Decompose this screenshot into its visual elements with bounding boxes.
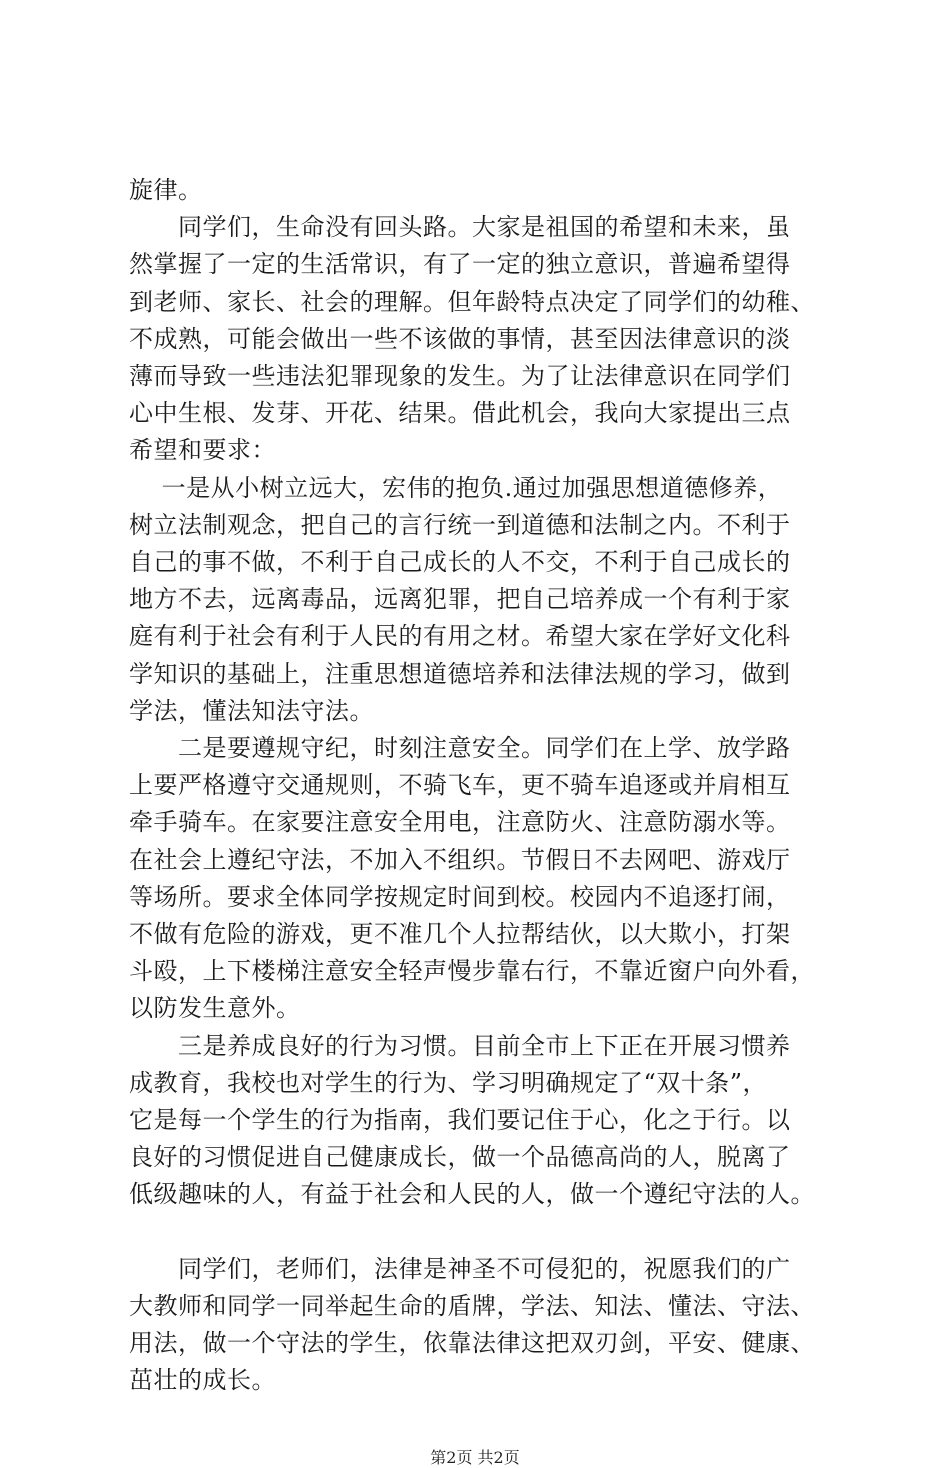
text-line: 大教师和同学一同举起生命的盾牌，学法、知法、懂法、守法、 [129,1292,815,1320]
text-line: 地方不去，远离毒品，远离犯罪，把自己培养成一个有利于家 [129,585,791,613]
text-line: 良好的习惯促进自己健康成长，做一个品德高尚的人，脱离了 [129,1143,791,1171]
text-line: 薄而导致一些违法犯罪现象的发生。为了让法律意识在同学们 [129,362,791,390]
text-line: 二是要遵规守纪，时刻注意安全。同学们在上学、放学路 [129,734,791,762]
text-line: 不成熟，可能会做出一些不该做的事情，甚至因法律意识的淡 [129,325,791,353]
text-line: 它是每一个学生的行为指南，我们要记住于心，化之于行。以 [129,1106,791,1134]
text-line: 树立法制观念，把自己的言行统一到道德和法制之内。不利于 [129,511,791,539]
text-line: 三是养成良好的行为习惯。目前全市上下正在开展习惯养 [129,1032,791,1060]
text-line: 一是从小树立远大，宏伟的抱负.通过加强思想道德修养， [129,474,783,502]
text-line: 茁壮的成长。 [129,1366,276,1394]
text-line: 成教育，我校也对学生的行为、学习明确规定了“双十条”， [129,1069,768,1097]
text-line: 然掌握了一定的生活常识，有了一定的独立意识，普遍希望得 [129,250,791,278]
text-line: 同学们，生命没有回头路。大家是祖国的希望和未来，虽 [129,213,791,241]
text-line: 旋律。 [129,176,203,204]
text-line: 自己的事不做，不利于自己成长的人不交，不利于自己成长的 [129,548,791,576]
text-line: 以防发生意外。 [129,994,301,1022]
text-line: 牵手骑车。在家要注意安全用电，注意防火、注意防溺水等。 [129,808,791,836]
page-footer: 第2页 共2页 [430,1448,520,1467]
text-line: 庭有利于社会有利于人民的有用之材。希望大家在学好文化科 [129,622,791,650]
text-line: 希望和要求： [129,436,276,464]
text-line: 到老师、家长、社会的理解。但年龄特点决定了同学们的幼稚、 [129,288,815,316]
text-line: 等场所。要求全体同学按规定时间到校。校园内不追逐打闹， [129,883,791,911]
text-line: 在社会上遵纪守法，不加入不组织。节假日不去网吧、游戏厅 [129,846,791,874]
text-line: 同学们，老师们，法律是神圣不可侵犯的，祝愿我们的广 [129,1255,791,1283]
text-line: 低级趣味的人，有益于社会和人民的人，做一个遵纪守法的人。 [129,1180,815,1208]
text-line: 心中生根、发芽、开花、结果。借此机会，我向大家提出三点 [129,399,791,427]
text-line: 斗殴，上下楼梯注意安全轻声慢步靠右行，不靠近窗户向外看， [129,957,815,985]
text-line: 学知识的基础上，注重思想道德培养和法律法规的学习，做到 [129,660,791,688]
text-line: 学法，懂法知法守法。 [129,697,374,725]
text-line: 上要严格遵守交通规则，不骑飞车，更不骑车追逐或并肩相互 [129,771,791,799]
text-line: 用法，做一个守法的学生，依靠法律这把双刃剑，平安、健康、 [129,1329,815,1357]
text-line: 不做有危险的游戏，更不准几个人拉帮结伙，以大欺小，打架 [129,920,791,948]
